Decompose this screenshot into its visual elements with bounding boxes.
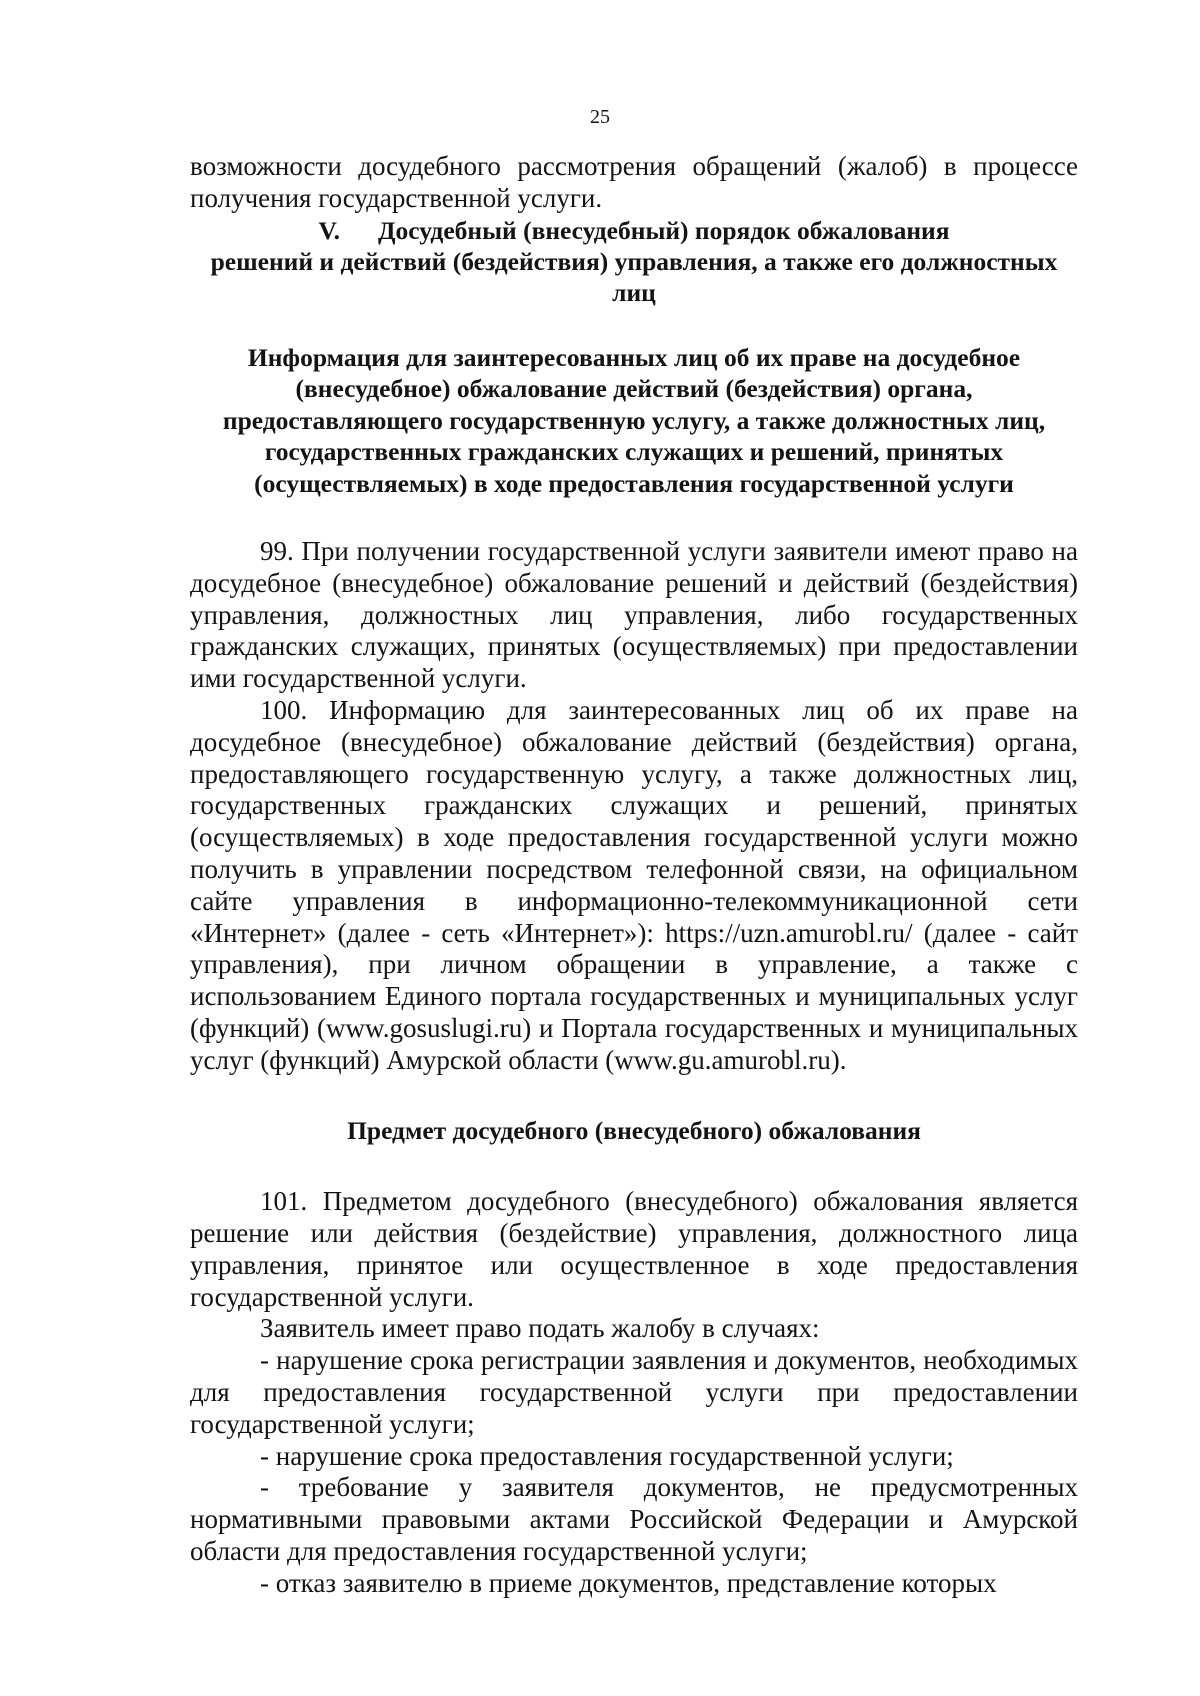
page-content [190,151,1078,1600]
case-item-1: - нарушение срока регистрации заявления и документов, необходимых для предоставления государственной услуги при предоставлении государственной услуги; [190,1345,1078,1439]
paragraph-99: 99. При получении государственной услуги заявители имеют право на досудебное (внесудебное) обжалование решений и действий (бездействия) управления, должностных лиц управления, либо государственных гражданских служащих, принятых (осуществляемых) при предоставлении ими государственной услуги. [190,536,1078,694]
case-item-3: - требование у заявителя документов, не предусмотренных нормативными правовыми актами Российской Федерации и Амурской области для предоставления государственной услуги; [190,1472,1078,1566]
section-heading [190,215,1078,246]
paragraph-101: 101. Предметом досудебного (внесудебного) обжалования является решение или действия (бездействие) управления, должностного лица управления, принятое или осуществленное в ходе предоставления государственной услуги. [190,1186,1078,1312]
case-item-4: - отказ заявителю в приеме документов, представление которых [260,1567,997,1598]
section-title-line2: решений и действий (бездействия) управления, а также его должностных лиц [210,246,1058,307]
page-number: 25 [590,106,610,128]
paragraph-100: 100. Информацию для заинтересованных лиц об их праве на досудебное (внесудебное) обжалование действий (бездействия) органа, предоставляющего государственную услугу, а также должностных лиц, государственных гражданских служащих и решений, принятых (осуществляемых) в ходе предоставления государственной услуги можно получить в управлении посредством телефонной связи, на официальном сайте управления в информационно-телекоммуникационной сети «Интернет» (далее - сеть «Интернет»): https://uzn.amurobl.ru/ (далее - сайт управления), при личном обращении в управление, а также с использованием Единого портала государственных и муниципальных услуг (функций) (www.gosuslugi.ru) и Портала государственных и муниципальных услуг (функций) Амурской области (www.gu.amurobl.ru). [190,695,1078,1075]
section-number: V. [318,215,341,245]
section-title-line1: Досудебный (внесудебный) порядок обжалования [378,215,950,245]
cases-intro: Заявитель имеет право подать жалобу в случаях: [260,1313,820,1344]
subheading-complaint-info: Информация для заинтересованных лиц об их праве на досудебное (внесудебное) обжалование действий (бездействия) органа, предоставляющего государственную услугу, а также должностных лиц, государственных гражданских служащих и решений, принятых (осуществляемых) в ходе предоставления государственной услуги [222,342,1046,498]
case-item-2: - нарушение срока предоставления государственной услуги; [260,1440,954,1471]
continuation-paragraph: возможности досудебного рассмотрения обращений (жалоб) в процессе получения государственной услуги. [190,151,1078,213]
subheading-subject: Предмет досудебного (внесудебного) обжалования [347,1115,921,1145]
